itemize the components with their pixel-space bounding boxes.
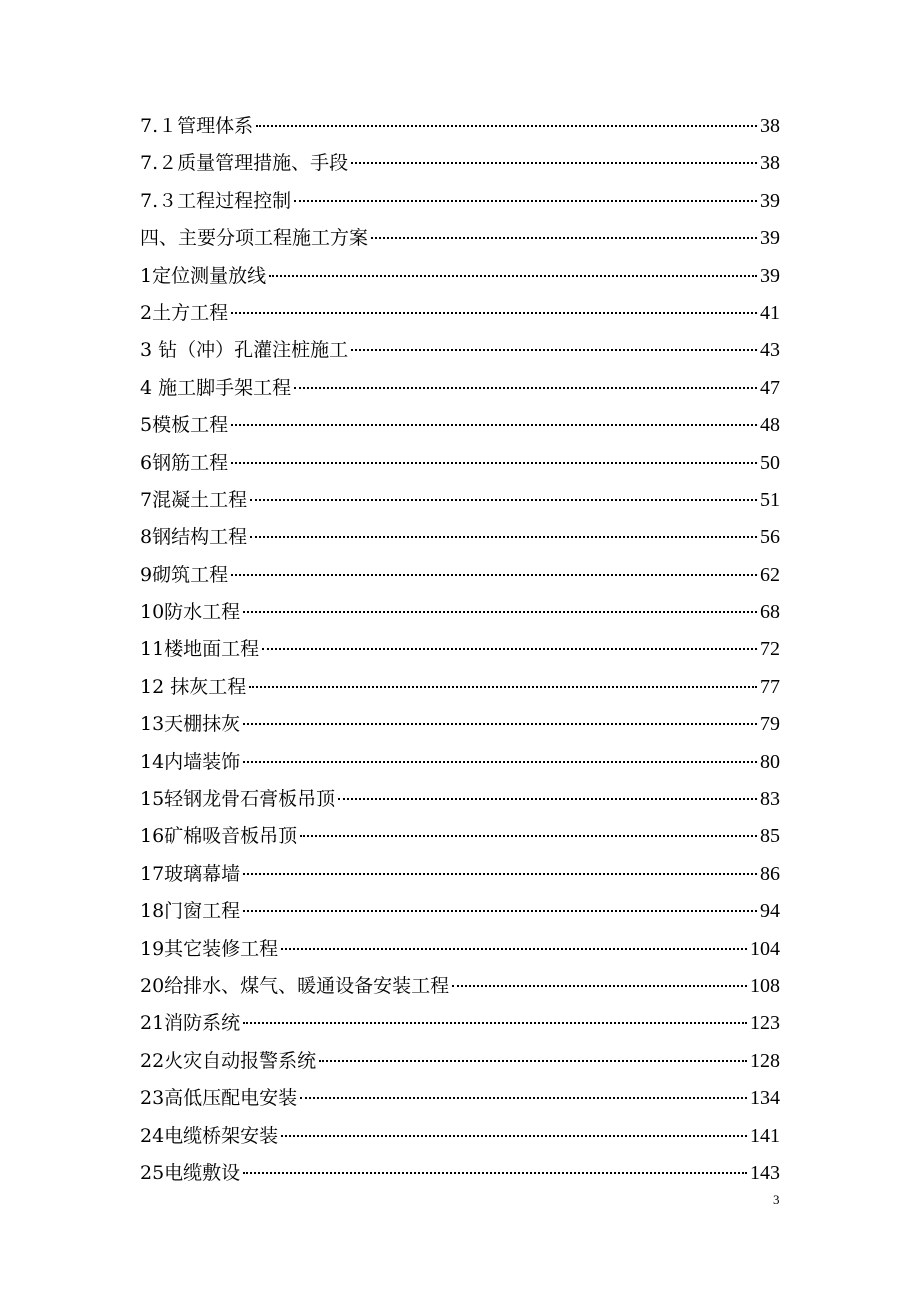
dot-leader [319,1060,747,1062]
dot-leader [300,1097,747,1099]
dot-leader [231,312,757,314]
toc-entry-page: 94 [760,900,780,923]
dot-leader [243,761,757,763]
toc-entry-title: 9砌筑工程 [140,563,229,586]
toc-entry[interactable] [140,893,780,930]
dot-leader [281,1135,747,1137]
toc-entry[interactable] [140,594,780,631]
toc-entry-page: 39 [760,227,780,250]
toc-entry-page: 41 [760,301,780,324]
toc-entry-title: 1定位测量放线 [140,264,267,287]
dot-leader [452,985,747,987]
toc-entry-page: 86 [760,862,780,885]
toc-entry[interactable] [140,482,780,519]
toc-entry[interactable] [140,818,780,855]
toc-entry-title: 23高低压配电安装 [140,1087,298,1110]
dot-leader [243,1172,747,1174]
toc-entry[interactable] [140,145,780,182]
toc-entry-title: 21消防系统 [140,1012,241,1035]
dot-leader [243,611,757,613]
dot-leader [250,536,757,538]
dot-leader [249,686,757,688]
dot-leader [231,424,757,426]
toc-entry[interactable] [140,631,780,668]
dot-leader [281,948,747,950]
dot-leader [351,349,757,351]
toc-entry-page: 72 [760,638,780,661]
table-of-contents [140,108,780,1192]
dot-leader [300,835,757,837]
toc-entry-page: 108 [750,974,780,997]
toc-entry-title: 15轻钢龙骨石膏板吊顶 [140,788,336,811]
toc-entry-page: 141 [750,1124,780,1147]
toc-entry-page: 43 [760,339,780,362]
toc-entry[interactable] [140,968,780,1005]
toc-entry[interactable] [140,1080,780,1117]
toc-entry-title: 24电缆桥架安装 [140,1124,279,1147]
toc-entry[interactable] [140,258,780,295]
toc-entry-page: 38 [760,115,780,137]
toc-entry[interactable] [140,220,780,257]
toc-entry-title: 17玻璃幕墙 [140,862,241,885]
toc-entry-title: 13天棚抹灰 [140,713,241,736]
toc-entry-title: 10防水工程 [140,601,241,624]
page-number: 3 [773,1192,780,1207]
dot-leader [262,648,757,650]
toc-entry-page: 62 [760,563,780,586]
toc-entry-page: 77 [760,675,780,698]
toc-entry[interactable] [140,706,780,743]
dot-leader [250,499,757,501]
dot-leader [231,574,757,576]
dot-leader [294,200,757,202]
toc-entry-title: 2土方工程 [140,301,229,324]
toc-entry-page: 128 [750,1049,780,1072]
toc-entry-page: 38 [760,152,780,175]
dot-leader [269,275,757,277]
toc-entry[interactable] [140,370,780,407]
toc-entry[interactable] [140,183,780,220]
dot-leader [243,910,757,912]
toc-entry[interactable] [140,856,780,893]
toc-entry[interactable] [140,407,780,444]
toc-entry-page: 83 [760,788,780,811]
toc-entry[interactable] [140,1155,780,1192]
toc-entry-title: 4 施工脚手架工程 [140,376,292,399]
toc-entry-page: 68 [760,601,780,624]
toc-entry-page: 123 [750,1012,780,1035]
toc-entry-page: 50 [760,451,780,474]
toc-entry[interactable] [140,445,780,482]
toc-entry[interactable] [140,557,780,594]
toc-entry[interactable] [140,744,780,781]
toc-entry-page: 134 [750,1087,780,1110]
toc-entry-title: 3 钻（冲）孔灌注桩施工 [140,339,349,362]
toc-entry-title: 7.３工程过程控制 [140,189,292,212]
toc-entry-title: 18门窗工程 [140,900,241,923]
toc-entry-title: 11楼地面工程 [140,638,260,661]
toc-entry[interactable] [140,332,780,369]
toc-entry[interactable] [140,669,780,706]
dot-leader [371,237,757,239]
toc-entry-page: 47 [760,376,780,399]
toc-entry[interactable] [140,108,780,145]
toc-entry[interactable] [140,1043,780,1080]
toc-entry-title: 25电缆敷设 [140,1161,241,1184]
toc-entry-page: 56 [760,526,780,549]
toc-entry-title: 6钢筋工程 [140,451,229,474]
toc-entry-title: 8钢结构工程 [140,526,248,549]
toc-entry[interactable] [140,1118,780,1155]
toc-entry[interactable] [140,1005,780,1042]
toc-entry[interactable] [140,295,780,332]
toc-entry-title: 22火灾自动报警系统 [140,1049,317,1072]
toc-entry-page: 85 [760,825,780,848]
toc-entry-page: 39 [760,189,780,212]
toc-entry-page: 104 [750,937,780,960]
toc-entry-title: 16矿棉吸音板吊顶 [140,825,298,848]
toc-entry-title: 20给排水、煤气、暖通设备安装工程 [140,974,450,997]
dot-leader [338,798,757,800]
toc-entry-page: 51 [760,488,780,511]
toc-entry-title: 19其它装修工程 [140,937,279,960]
toc-entry-page: 79 [760,713,780,736]
dot-leader [243,1022,747,1024]
toc-entry-title: 四、主要分项工程施工方案 [140,227,369,250]
toc-entry[interactable] [140,781,780,818]
dot-leader [231,462,757,464]
toc-entry-title: 14内墙装饰 [140,750,241,773]
toc-entry[interactable] [140,931,780,968]
toc-entry[interactable] [140,519,780,556]
toc-entry-page: 48 [760,414,780,437]
dot-leader [294,387,757,389]
toc-entry-page: 80 [760,750,780,773]
toc-entry-title: 7.２质量管理措施、手段 [140,152,349,175]
toc-entry-title: 12 抹灰工程 [140,675,247,698]
toc-entry-page: 39 [760,264,780,287]
toc-entry-title: 7混凝土工程 [140,488,248,511]
toc-entry-title: 5模板工程 [140,414,229,437]
toc-entry-page: 143 [750,1161,780,1184]
dot-leader [243,873,757,875]
dot-leader [351,162,757,164]
dot-leader [256,125,757,127]
toc-entry-title: 7.１管理体系 [140,115,254,137]
dot-leader [243,723,757,725]
